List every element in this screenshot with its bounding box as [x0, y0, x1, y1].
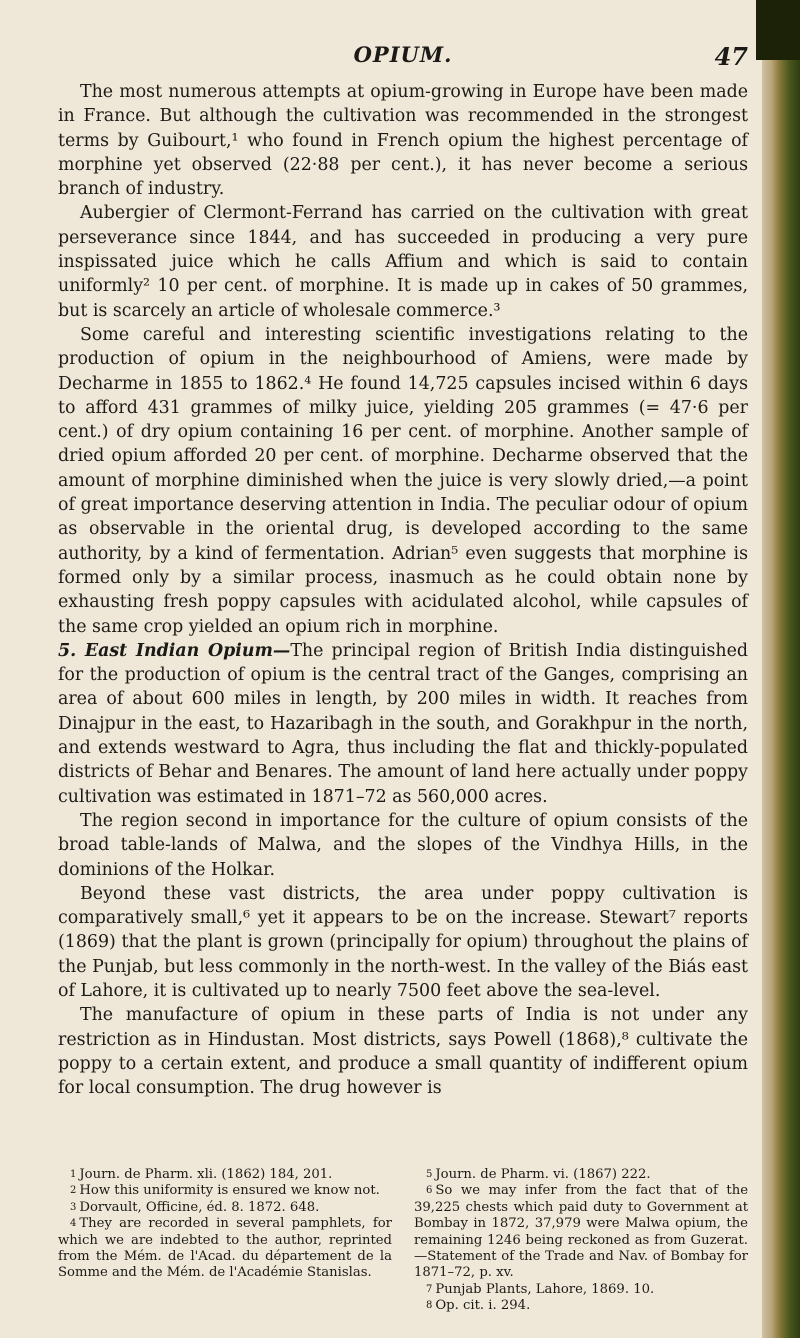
- footnote: $^7$ Punjab Plants, Lahore, 1869. 10.: [426, 1281, 655, 1297]
- footnote: $^6$ So we may infer from the fact that of the 39,225 chests which paid duty to Government at Bombay in 1872, 37,979 were Malwa opium, the remaining 1246 being reckoned as from Guzerat.—Statement of the Trade and Nav. of Bombay for 1871–72, p. xv.: [414, 1183, 748, 1281]
- section-text: The principal region of British India distinguished for the production of opium is the central tract of the Ganges, comprising an area of about 600 miles in length, by 200 miles in width. It reaches from Dinajpur in the east, to Hazaribagh in the south, and Gorakhpur in the north, and extends westward to Agra, thus including the flat and thickly-populated districts of Behar and Benares. The amount of land here actually under poppy cultivation was estimated in 1871–72 as 560,000 acres.: [58, 640, 748, 807]
- footnote: $^5$ Journ. de Pharm. vi. (1867) 222.: [426, 1167, 651, 1182]
- running-title: OPIUM.: [353, 42, 453, 67]
- paragraph: The region second in importance for the culture of opium consists of the broad table-lands of Malwa, and the slopes of the Vindhya Hills, in the dominions of the Holkar.: [58, 810, 748, 880]
- section-heading: 5. East Indian Opium—: [58, 640, 291, 661]
- book-binding-edge: [762, 0, 800, 1338]
- paragraph: The manufacture of opium in these parts of India is not under any restriction as in Hindustan. Most districts, says Powell (1868),⁸ cultivate the poppy to a certain extent, and produce a small quantity of indifferent opium for local consumption. The drug however is: [58, 1005, 748, 1099]
- footnote: $^4$ They are recorded in several pamphlets, for which we are indebted to the author, reprinted from the Mém. de l'Acad. du département de la Somme and the Mém. de l'Académie Stanislas.: [58, 1216, 392, 1281]
- footnotes-left-column: [58, 1167, 392, 1282]
- section-paragraph: [58, 639, 748, 809]
- paragraph: Beyond these vast districts, the area under poppy cultivation is comparatively small,⁶ yet it appears to be on the increase. Stewart⁷ reports (1869) that the plant is grown (principally for opium) throughout the plains of the Punjab, but less commonly in the north-west. In the valley of the Biás east of Lahore, it is cultivated up to nearly 7500 feet above the sea-level.: [58, 883, 748, 1001]
- page-number: 47: [714, 42, 748, 71]
- footnote: $^3$ Dorvault, Officine, éd. 8. 1872. 648.: [70, 1199, 320, 1215]
- paragraph: Some careful and interesting scientific investigations relating to the production of opium in the neighbourhood of Amiens, were made by Decharme in 1855 to 1862.⁴ He found 14,725 capsules incised within 6 days to afford 431 grammes of milky juice, yielding 205 grammes (= 47·6 per cent.) of dry opium containing 16 per cent. of morphine. Another sample of dried opium afforded 20 per cent. of morphine. Decharme observed that the amount of morphine diminished when the juice is very slowly dried,—a point of great importance deserving attention in India. The peculiar odour of opium as observable in the oriental drug, is developed according to the same authority, by a kind of fermentation. Adrian⁵ even suggests that morphine is formed only by a similar process, inasmuch as he could obtain none by exhausting fresh poppy capsules with acidulated alcohol, while capsules of the same crop yielded an opium rich in morphine.: [58, 324, 748, 637]
- book-corner: [756, 0, 800, 60]
- footnote: $^2$ How this uniformity is ensured we know not.: [70, 1183, 380, 1199]
- paragraph: Aubergier of Clermont-Ferrand has carried on the cultivation with great perseverance since 1844, and has succeeded in producing a very pure inspissated juice which he calls Affium and which is said to contain uniformly² 10 per cent. of morphine. It is made up in cakes of 50 grammes, but is scarcely an article of wholesale commerce.³: [58, 203, 748, 321]
- footnote: $^8$ Op. cit. i. 294.: [426, 1298, 531, 1314]
- page-header: [58, 42, 748, 76]
- footnote: $^1$ Journ. de Pharm. xli. (1862) 184, 201.: [70, 1167, 333, 1182]
- body-text: [58, 80, 748, 1100]
- paragraph: The most numerous attempts at opium-growing in Europe have been made in France. But although the cultivation was recommended in the strongest terms by Guibourt,¹ who found in French opium the highest percentage of morphine yet observed (22·88 per cent.), it has never become a serious branch of industry.: [58, 82, 748, 200]
- footnotes-right-column: [414, 1167, 748, 1315]
